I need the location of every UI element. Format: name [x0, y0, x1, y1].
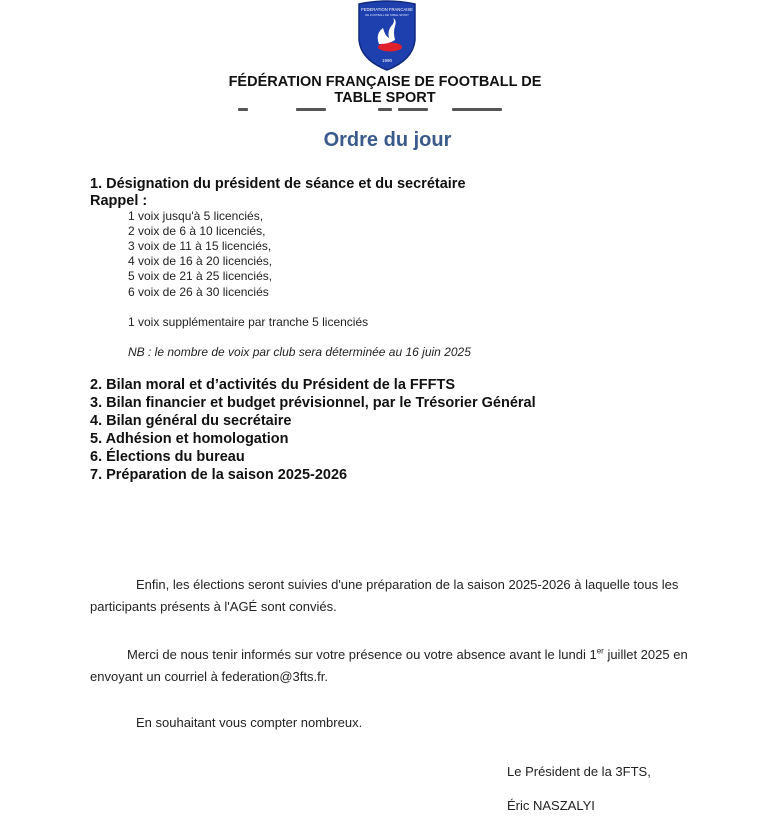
- svg-text:DE FOOTBALL DE TABLE SPORT: DE FOOTBALL DE TABLE SPORT: [365, 13, 409, 17]
- vote-rule: 4 voix de 16 à 20 licenciés,: [128, 254, 273, 268]
- vote-rule: 1 voix jusqu'à 5 licenciés,: [128, 209, 264, 223]
- vote-rule: 3 voix de 11 à 15 licenciés,: [128, 239, 272, 253]
- agenda-item-2: 2. Bilan moral et d’activités du Président de la FFFTS: [90, 377, 456, 393]
- federation-logo: [355, 0, 419, 72]
- attendance-text-end: juillet 2025 en envoyant un courriel à federation@3fts.fr.: [90, 647, 688, 684]
- organization-name-line1: FÉDÉRATION FRANÇAISE DE FOOTBALL DE: [228, 74, 542, 90]
- ordinal-suffix: er: [596, 646, 604, 656]
- logo-text: FEDERATION FRANCAISE: [361, 7, 413, 12]
- agenda-item-4: 4. Bilan général du secrétaire: [90, 413, 292, 429]
- vote-rule: 5 voix de 21 à 25 licenciés,: [128, 269, 273, 283]
- page-title: Ordre du jour: [323, 129, 452, 151]
- organization-name-line2: TABLE SPORT: [334, 90, 436, 106]
- agenda-item-1: 1. Désignation du président de séance et du secrétaire: [90, 176, 466, 192]
- closing-paragraph-attendance: [90, 644, 700, 688]
- organization-name: [200, 74, 570, 106]
- signature-role: Le Président de la 3FTS,: [507, 764, 651, 779]
- nb-note: NB : le nombre de voix par club sera déterminée au 16 juin 2025: [128, 345, 471, 359]
- agenda-item-7: 7. Préparation de la saison 2025-2026: [90, 467, 348, 483]
- agenda-item-3: 3. Bilan financier et budget prévisionnel, par le Trésorier Général: [90, 395, 536, 411]
- vote-rule: 2 voix de 6 à 10 licenciés,: [128, 224, 266, 238]
- vote-rule: 6 voix de 26 à 30 licenciés: [128, 285, 269, 299]
- rappel-label: Rappel :: [90, 193, 148, 209]
- signature-name: Éric NASZALYI: [507, 798, 595, 813]
- attendance-text: Merci de nous tenir informés sur votre présence ou votre absence avant le lundi 1: [127, 647, 597, 662]
- ffts-shield-logo-icon: [355, 0, 419, 72]
- agenda-item-5: 5. Adhésion et homologation: [90, 431, 289, 447]
- closing-paragraph-elections: Enfin, les élections seront suivies d'une préparation de la saison 2025-2026 à laquelle tous les participants présents à l'AGÉ sont conviés.: [90, 577, 679, 614]
- cropped-address-line: [238, 107, 508, 112]
- extra-vote-rule: 1 voix supplémentaire par tranche 5 licenciés: [128, 315, 369, 329]
- closing-paragraph-greeting: En souhaitant vous compter nombreux.: [136, 715, 363, 730]
- logo-year: 1990: [381, 58, 393, 63]
- agenda-item-6: 6. Élections du bureau: [90, 449, 245, 465]
